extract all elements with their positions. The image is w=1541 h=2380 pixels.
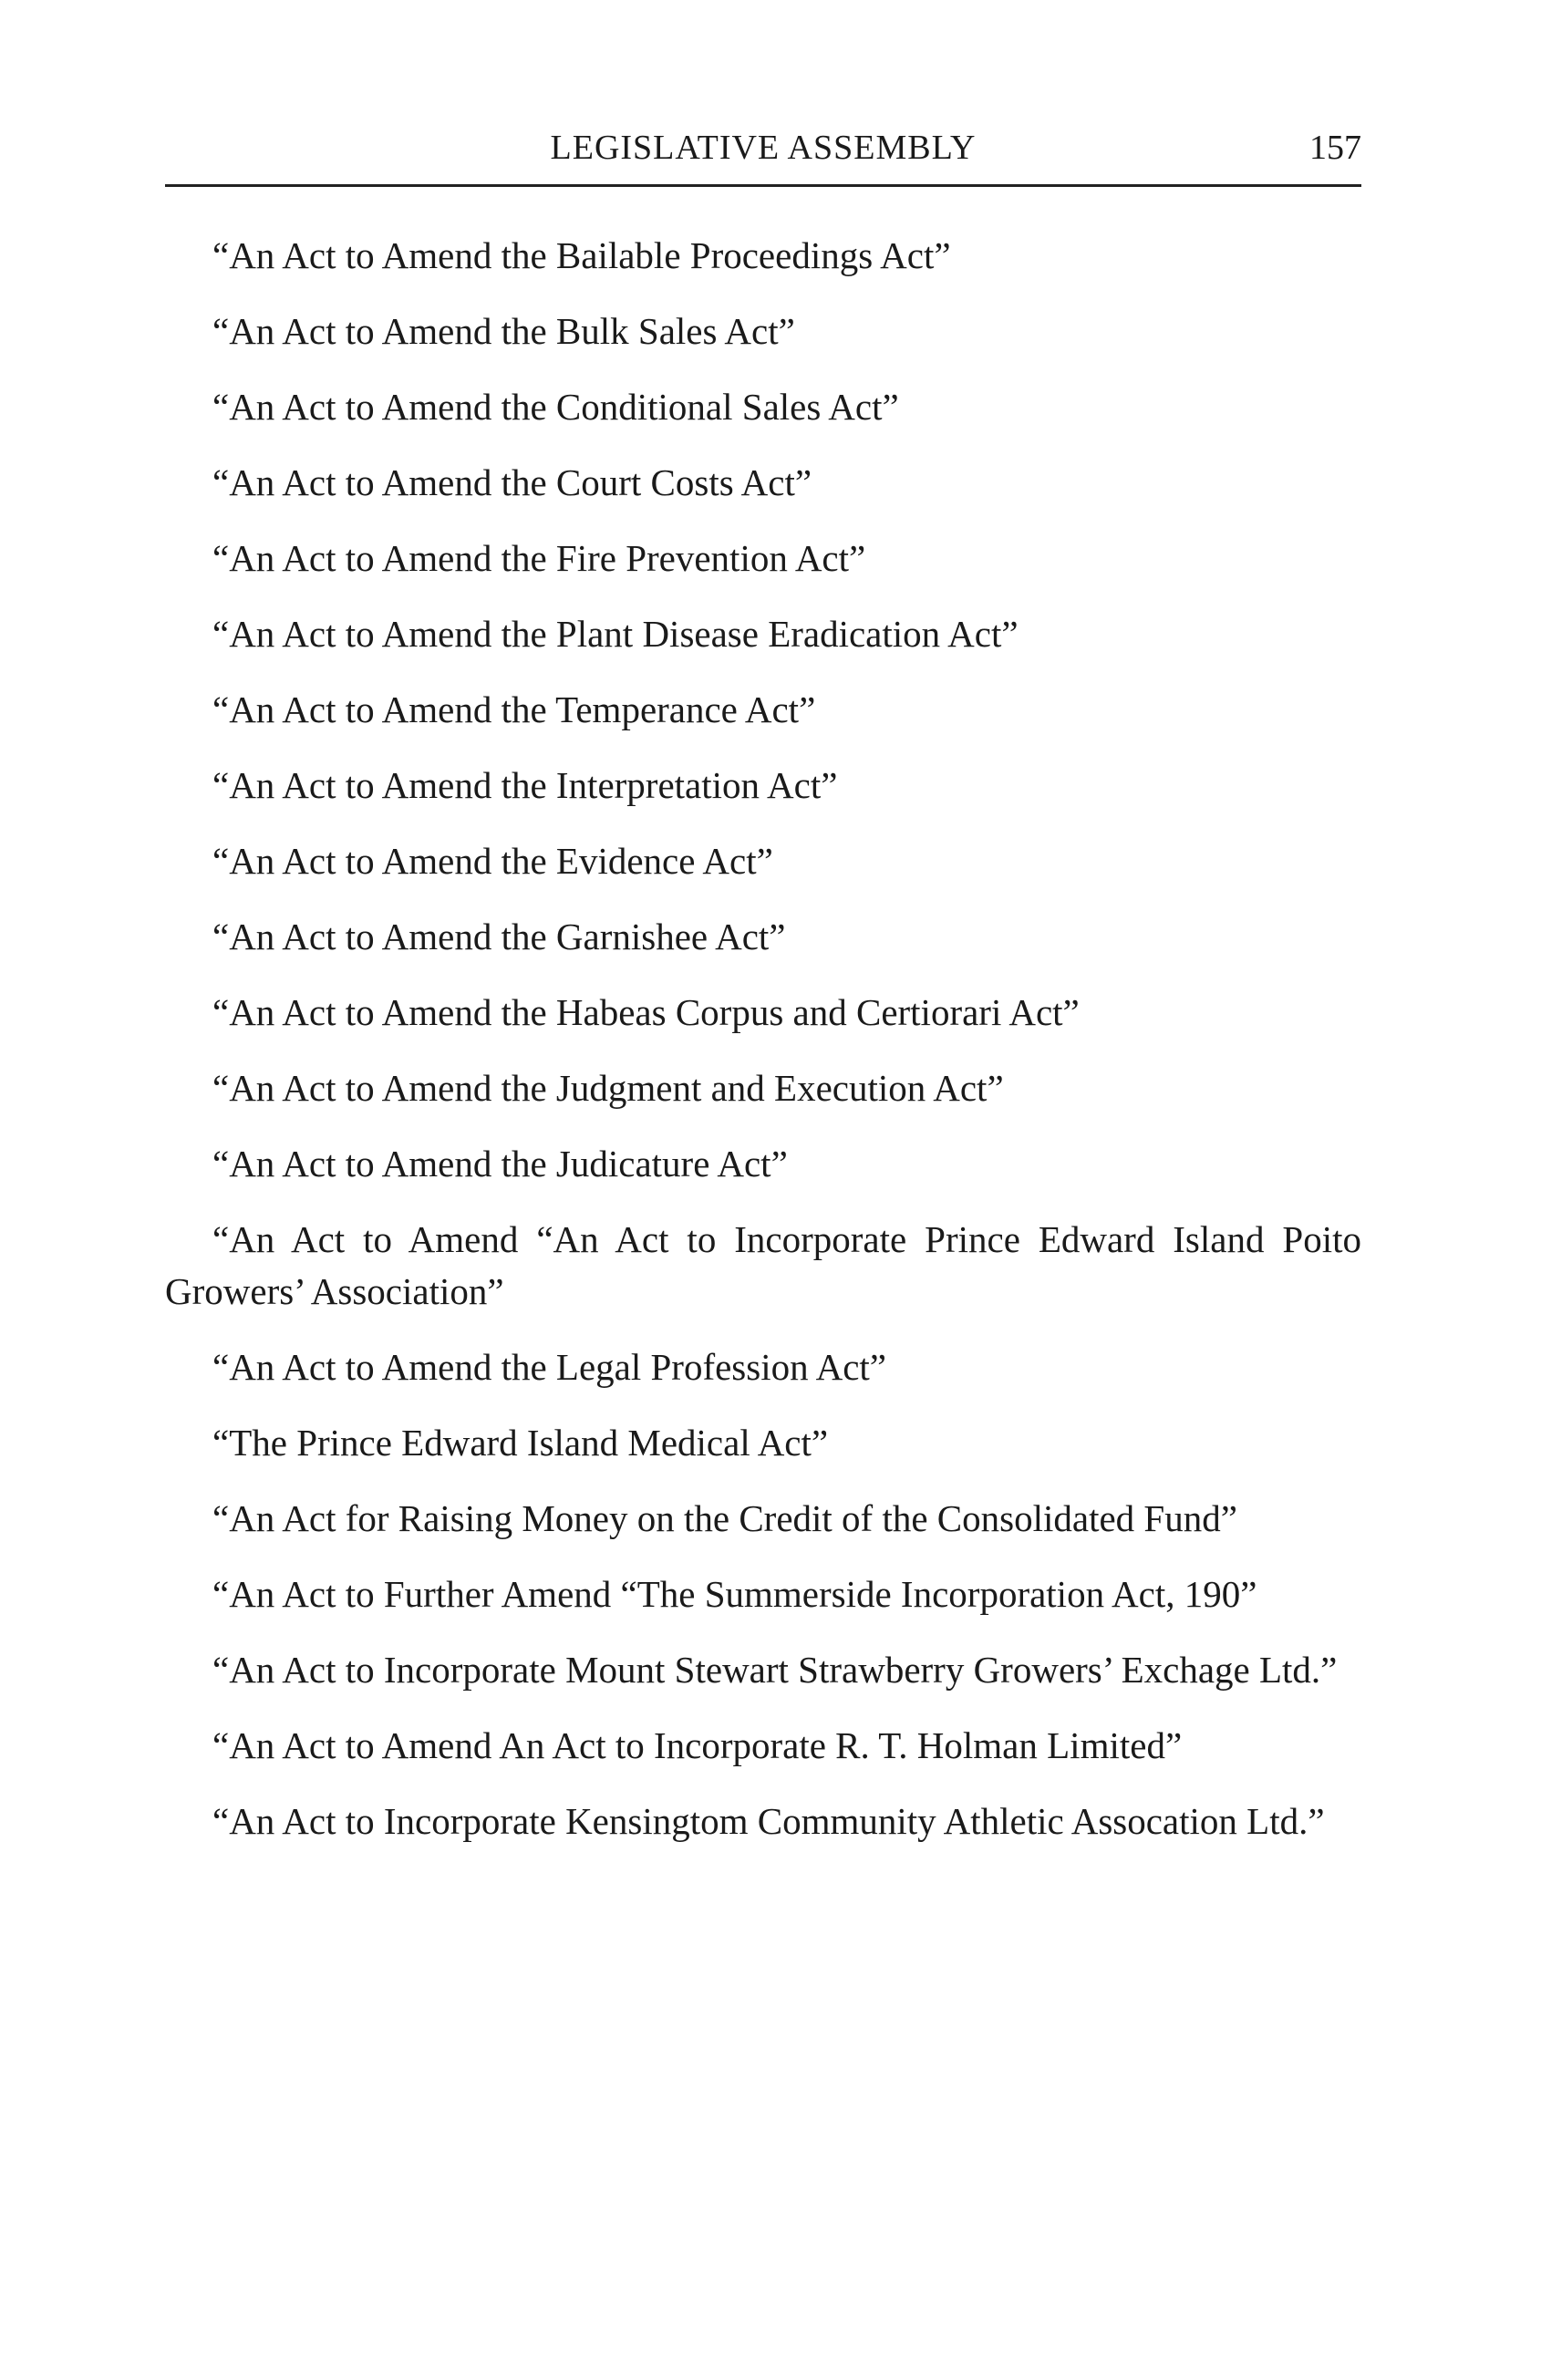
page-number: 157 xyxy=(1309,129,1361,167)
list-item: “An Act to Amend the Plant Disease Eradication Act” xyxy=(212,613,1019,655)
list-item: “An Act to Amend the Judgment and Execution Act” xyxy=(212,1067,1004,1109)
act-list xyxy=(165,230,1361,1871)
list-item: “An Act to Incorporate Mount Stewart Strawberry Growers’ Exchage Ltd.” xyxy=(212,1649,1338,1691)
list-item: “An Act to Further Amend “The Summerside Incorporation Act, 190” xyxy=(212,1573,1257,1615)
header-rule xyxy=(165,184,1361,187)
list-item: “An Act to Amend the Court Costs Act” xyxy=(212,461,812,503)
list-item: “An Act to Amend the Habeas Corpus and Certiorari Act” xyxy=(212,991,1080,1033)
list-item: “An Act to Amend the Bailable Proceedings Act” xyxy=(212,234,951,276)
list-item: “An Act to Amend the Fire Prevention Act” xyxy=(212,537,866,579)
list-item: “The Prince Edward Island Medical Act” xyxy=(212,1422,829,1464)
page-header xyxy=(165,128,1361,182)
list-item: “An Act to Amend the Garnishee Act” xyxy=(212,916,786,957)
list-item: “An Act to Incorporate Kensingtom Community Athletic Assocation Ltd.” xyxy=(212,1800,1325,1842)
list-item: “An Act to Amend the Interpretation Act” xyxy=(212,764,838,806)
list-item: “An Act to Amend the Judicature Act” xyxy=(212,1143,788,1185)
list-item: “An Act to Amend the Conditional Sales Act” xyxy=(212,386,899,428)
list-item: “An Act to Amend the Evidence Act” xyxy=(212,840,773,882)
list-item: “An Act for Raising Money on the Credit of the Consolidated Fund” xyxy=(212,1497,1237,1539)
list-item: “An Act to Amend An Act to Incorporate R. T. Holman Limited” xyxy=(212,1724,1183,1766)
list-item: “An Act to Amend the Legal Profession Act” xyxy=(212,1346,886,1388)
list-item: “An Act to Amend the Bulk Sales Act” xyxy=(212,310,795,352)
running-head: LEGISLATIVE ASSEMBLY xyxy=(550,129,977,167)
list-item: “An Act to Amend the Temperance Act” xyxy=(212,688,816,730)
list-item: “An Act to Amend “An Act to Incorporate Prince Edward Island Poito Growers’ Association” xyxy=(165,1218,1361,1312)
